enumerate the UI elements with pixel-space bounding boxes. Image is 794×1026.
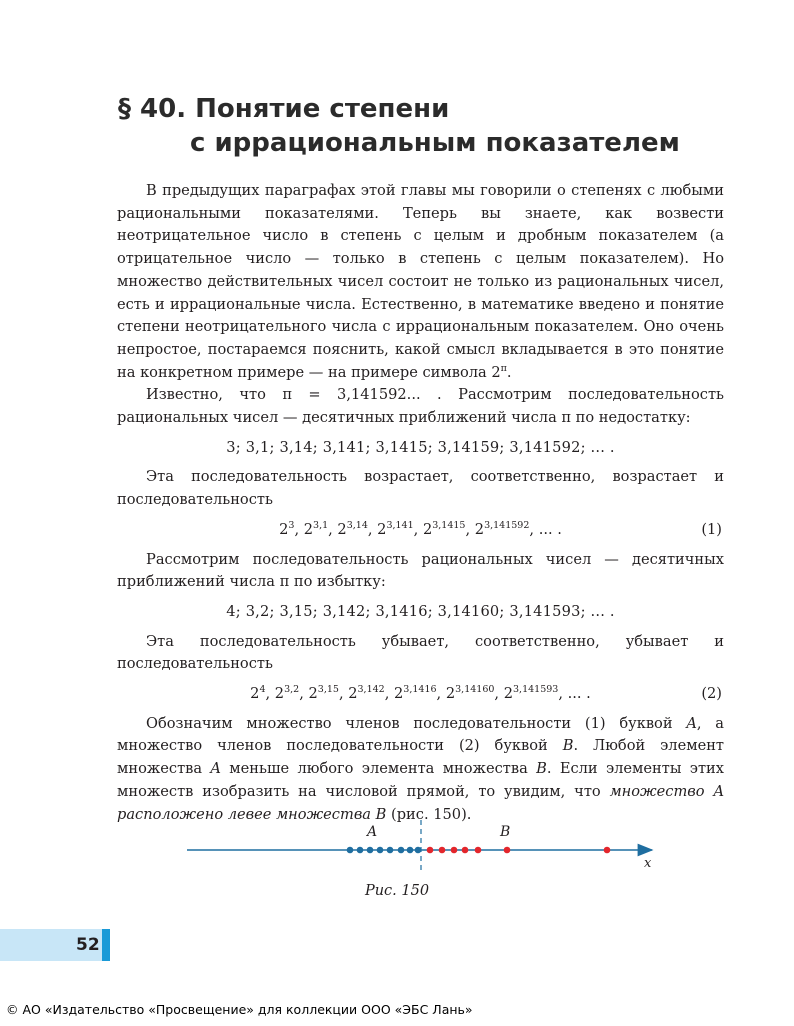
set-b-point — [451, 847, 458, 854]
section-heading — [118, 92, 718, 160]
set-a-point — [415, 847, 422, 854]
set-b-point — [475, 847, 482, 854]
set-a-point — [377, 847, 384, 854]
heading-line-1: § 40. Понятие степени — [118, 94, 450, 124]
page-bar-accent — [102, 929, 110, 961]
formula-2-ellipsis: ... . — [567, 685, 591, 703]
label-set-b: B — [500, 824, 511, 840]
sequence-lower: 3; 3,1; 3,14; 3,141; 3,1415; 3,14159; 3,141592; ... . — [226, 438, 615, 456]
formula-2-term: $2^4$ — [250, 684, 266, 703]
formula-1-term: $2^{3,141592}$ — [474, 519, 530, 538]
formula-1-term: 2$^{3,14}$ — [337, 519, 368, 538]
formula-1-term: 2$^{3,1}$ — [303, 519, 329, 538]
paragraph-upper: Рассмотрим последовательность рациональных чисел — десятичных приближений числа π по избытку: — [117, 550, 724, 591]
sequence-upper: 4; 3,2; 3,15; 3,142; 3,1416; 3,14160; 3,141593; ... . — [226, 602, 615, 620]
paragraph-increasing: Эта последовательность возрастает, соответственно, возрастает и последовательность — [117, 468, 724, 509]
paragraph-sets: Обозначим множество членов последовательности (1) буквой A, а множество членов последовательности (2) буквой B. Любой элемент множества A меньше любого элемента множества B. Если элементы этих множеств изобразить на числовой прямой, то увидим, что множество A расположено левее множества B (рис. 150). — [117, 714, 725, 823]
formula-2-number: (2) — [701, 685, 722, 703]
paragraph-pi: Известно, что π = 3,141592... . Рассмотрим последовательность рациональных чисел — десятичных приближений числа π по недостатку: — [117, 386, 724, 427]
pi-superscript: π — [500, 362, 507, 374]
formula-2-term: 2$^{3,2}$ — [274, 684, 300, 703]
paragraph-decreasing: Эта последовательность убывает, соответственно, убывает и последовательность — [117, 632, 724, 673]
formula-2 — [117, 683, 724, 706]
formula-2-term: $2^{3,141593}$ — [503, 684, 559, 703]
formula-1-ellipsis: ... . — [538, 520, 562, 538]
formula-2-term: $2^{3,14160}$ — [445, 684, 495, 703]
label-set-a: A — [367, 824, 378, 840]
set-a-point — [357, 847, 364, 854]
formula-1-term: $2^{3,1415}$ — [422, 519, 466, 538]
set-b-point — [427, 847, 434, 854]
formula-1-terms: $2^3$, 2$^{3,1}$, 2$^{3,14}$, 2$^{3,141}$, $2^{3,1415}$, $2^{3,141592}$, ... . — [279, 519, 562, 538]
set-b-point — [462, 847, 469, 854]
set-b-point — [504, 847, 511, 854]
formula-2-terms: $2^4$, 2$^{3,2}$, 2$^{3,15}$, 2$^{3,142}$, $2^{3,1416}$, $2^{3,14160}$, $2^{3,141593}$, ... . — [250, 684, 591, 703]
figure-caption: Рис. 150 — [364, 883, 430, 899]
heading-line-2: с иррациональным показателем — [190, 128, 680, 158]
page-number: 52 — [76, 935, 100, 955]
formula-2-term: 2$^{3,15}$ — [308, 684, 339, 703]
copyright-footer: © АО «Издательство «Просвещение» для коллекции ООО «ЭБС Лань» — [6, 1002, 473, 1017]
formula-2-term: $2^{3,1416}$ — [394, 684, 437, 703]
paragraph-intro — [117, 180, 724, 384]
axis-label-x: x — [644, 856, 652, 871]
body-text — [117, 180, 724, 826]
formula-1-number: (1) — [701, 520, 722, 538]
formula-2-term: 2$^{3,142}$ — [348, 684, 385, 703]
set-b-point — [439, 847, 446, 854]
paragraph-intro-text: В предыдущих параграфах этой главы мы говорили о степенях с любыми рациональными показателями. Теперь вы знаете, как возвести неотрицательное число в степень с целым и дробным показателем (а отрицательное число — только в степень с целым показателем). Но множество действительных чисел состоит не только из рациональных чисел, есть и иррациональные числа. Естественно, в математике введено и понятие степени неотрицательного числа с иррациональным показателем. Оно очень непростое, постараемся пояснить, какой смысл вкладывается в это понятие на конкретном примере — на примере символа 2 — [117, 182, 724, 381]
set-a-point — [398, 847, 405, 854]
set-a-point — [387, 847, 394, 854]
formula-1-term: $2^3$ — [279, 519, 295, 538]
set-a-point — [367, 847, 374, 854]
formula-1-term: 2$^{3,141}$ — [377, 519, 414, 538]
set-b-point — [604, 847, 611, 854]
formula-1 — [117, 519, 724, 542]
set-a-point — [347, 847, 354, 854]
set-a-point — [407, 847, 414, 854]
paragraph-intro-end: . — [506, 363, 512, 381]
